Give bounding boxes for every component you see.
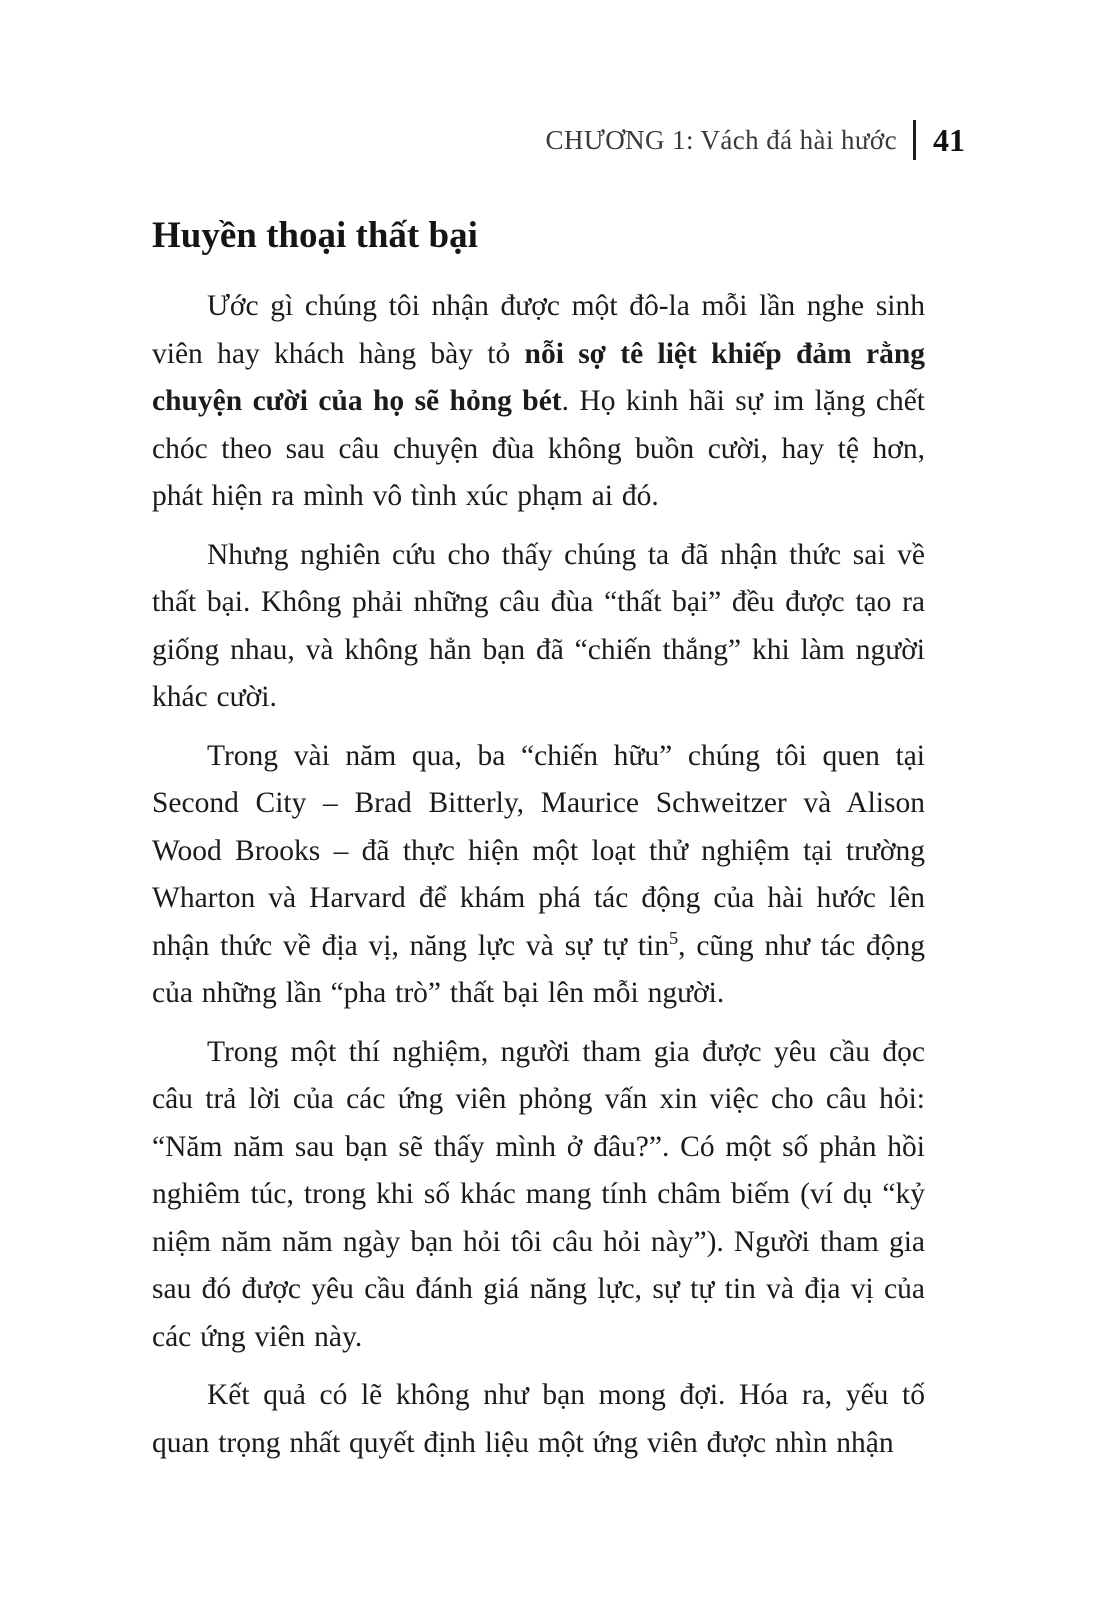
paragraph-text: . Họ kinh hãi sự im lặng chết chóc theo sau câu chuyện đùa không buồn cười, hay tệ hơn, phát hiện ra mình vô tình xúc phạm ai đó. [152, 385, 926, 512]
page-header [546, 120, 965, 160]
paragraph-5: Kết quả có lẽ không như bạn mong đợi. Hóa ra, yếu tố quan trọng nhất quyết định liệu một ứng viên được nhìn nhận [152, 1379, 925, 1459]
bold-phrase: nỗi sợ tê liệt khiếp đảm rằng chuyện cười của họ sẽ hỏng bét [152, 337, 925, 417]
header-divider [913, 120, 916, 160]
paragraph-4: Trong một thí nghiệm, người tham gia được yêu cầu đọc câu trả lời của các ứng viên phỏng vấn xin việc cho câu hỏi: “Năm năm sau bạn sẽ thấy mình ở đâu?”. Có một số phản hồi nghiêm túc, trong khi số khác mang tính châm biếm (ví dụ “kỷ niệm năm năm ngày bạn hỏi tôi câu hỏi này”). Người tham gia sau đó được yêu cầu đánh giá năng lực, sự tự tin và địa vị của các ứng viên này. [152, 1035, 925, 1353]
paragraph-text: Trong vài năm qua, ba “chiến hữu” chúng tôi quen tại Second City – Brad Bitterly, Maurice Schweitzer và Alison Wood Brooks – đã thực hiện một loạt thử nghiệm tại trường Wharton và Harvard để khám phá tác động của hài hước lên nhận thức về địa vị, năng lực và sự tự tin [152, 739, 925, 962]
paragraph-1 [152, 283, 925, 521]
paragraph-text: , cũng như tác động của những lần “pha trò” thất bại lên mỗi người. [152, 929, 925, 1009]
page-number: 41 [933, 121, 965, 158]
paragraph-2: Nhưng nghiên cứu cho thấy chúng ta đã nhận thức sai về thất bại. Không phải những câu đùa “thất bại” đều được tạo ra giống nhau, và không hẳn bạn đã “chiến thắng” khi làm người khác cười. [152, 538, 925, 713]
chapter-running-head: CHƯƠNG 1: Vách đá hài hước [545, 124, 897, 155]
footnote-reference: 5 [669, 927, 679, 948]
paragraph-3 [152, 733, 925, 1018]
page-body [152, 214, 925, 1467]
paragraph-text: Ước gì chúng tôi nhận được một đô-la mỗi lần nghe sinh viên hay khách hàng bày tỏ [152, 290, 925, 370]
section-heading: Huyền thoại thất bại [152, 215, 478, 256]
